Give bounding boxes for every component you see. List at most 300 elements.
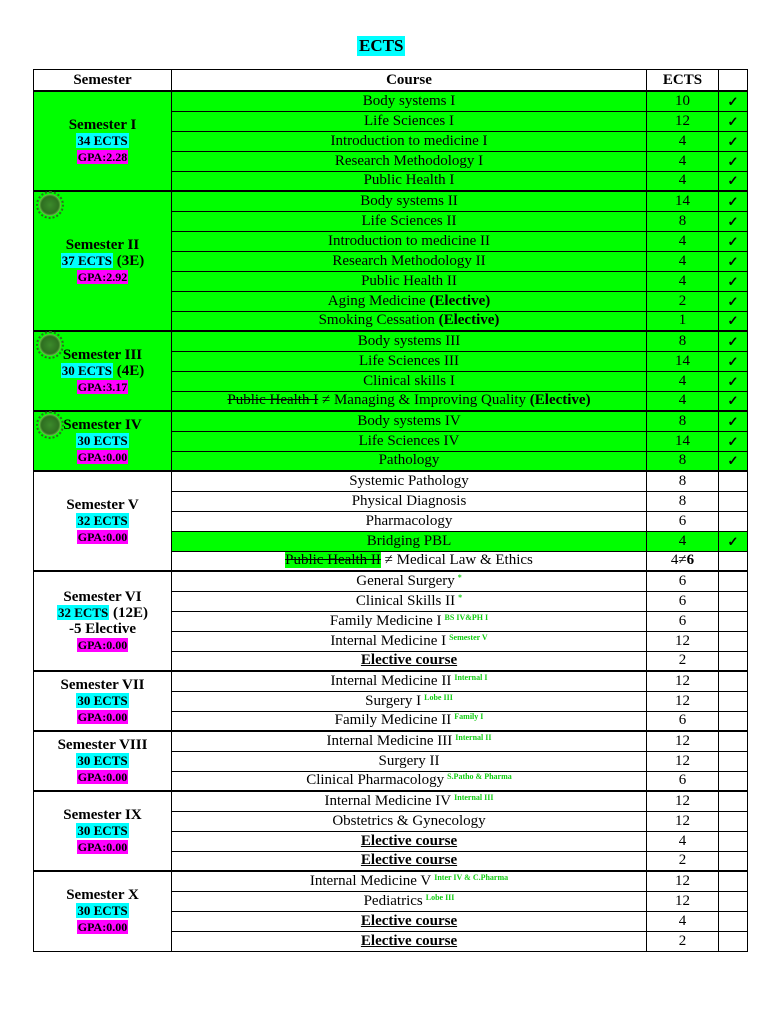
semester-cell xyxy=(34,91,172,191)
ects-value: 4≠ xyxy=(670,552,687,569)
course-name: Body systems II xyxy=(360,192,458,209)
check-cell xyxy=(719,131,748,151)
ects-cell xyxy=(647,711,719,731)
ects-cell xyxy=(647,731,719,751)
course-cell xyxy=(172,351,647,371)
course-name: General Surgery xyxy=(356,572,455,589)
course-cell xyxy=(172,271,647,291)
course-cell xyxy=(172,251,647,271)
ects-cell xyxy=(647,91,719,111)
prerequisite-note: S.Patho & Pharma xyxy=(447,772,512,782)
course-cell xyxy=(172,411,647,431)
ects-value: 12 xyxy=(675,892,690,909)
ects-value: 8 xyxy=(678,452,687,469)
semester-name: Semester X xyxy=(66,887,139,904)
virus-icon xyxy=(39,414,61,436)
semester-cell xyxy=(34,191,172,331)
course-name: Surgery II xyxy=(378,752,440,769)
prerequisite-note: Internal III xyxy=(454,792,494,802)
course-name: Pathology xyxy=(378,452,440,469)
course-cell xyxy=(172,471,647,491)
ects-cell xyxy=(647,631,719,651)
course-header: Course xyxy=(172,70,647,92)
ects-cell xyxy=(647,611,719,631)
ects-value: 12 xyxy=(675,732,690,749)
semester-cell xyxy=(34,411,172,471)
semester-header: Semester xyxy=(34,70,172,92)
ects-cell xyxy=(647,651,719,671)
semester-ects-line xyxy=(34,753,171,769)
check-icon: ✓ xyxy=(727,313,739,329)
course-cell xyxy=(172,171,647,191)
course-cell xyxy=(172,391,647,411)
elective-tag: (Elective) xyxy=(438,312,500,329)
check-cell xyxy=(719,791,748,811)
check-cell xyxy=(719,511,748,531)
course-name: Smoking Cessation xyxy=(318,312,435,329)
ects-value: 6 xyxy=(678,572,687,589)
check-icon: ✓ xyxy=(727,173,739,189)
ects-cell xyxy=(647,551,719,571)
check-icon: ✓ xyxy=(727,433,739,449)
course-name: Surgery I xyxy=(365,692,422,709)
ects-value: 6 xyxy=(678,512,687,529)
ects-cell xyxy=(647,891,719,911)
course-cell xyxy=(172,851,647,871)
course-cell xyxy=(172,111,647,131)
ects-cell xyxy=(647,851,719,871)
gpa: GPA:2.28 xyxy=(77,150,128,164)
check-icon: ✓ xyxy=(727,373,739,389)
semester-ects-line xyxy=(34,693,171,709)
check-icon: ✓ xyxy=(727,453,739,469)
gpa: GPA:0.00 xyxy=(77,450,128,464)
ects-cell xyxy=(647,211,719,231)
course-cell xyxy=(172,511,647,531)
ects-value: 2 xyxy=(678,852,687,869)
check-icon: ✓ xyxy=(727,393,739,409)
gpa: GPA:0.00 xyxy=(77,840,128,854)
semester-ects-line xyxy=(34,513,171,529)
check-cell xyxy=(719,231,748,251)
course-name: Systemic Pathology xyxy=(349,472,469,489)
course-name: Physical Diagnosis xyxy=(351,492,467,509)
ects-value: 4 xyxy=(678,152,687,169)
course-cell xyxy=(172,751,647,771)
ects-cell xyxy=(647,231,719,251)
ects-value: 6 xyxy=(678,712,687,729)
check-cell xyxy=(719,731,748,751)
semester-name: Semester III xyxy=(62,347,143,363)
course-name: Research Methodology I xyxy=(334,152,484,169)
check-icon: ✓ xyxy=(727,153,739,169)
check-cell xyxy=(719,171,748,191)
ects-value: 14 xyxy=(675,432,690,449)
semester-name: Semester V xyxy=(66,497,139,513)
ects-value: 8 xyxy=(678,472,687,489)
prerequisite-note: * xyxy=(458,592,463,602)
elective-count: (4E) xyxy=(116,363,145,379)
check-icon: ✓ xyxy=(727,413,739,429)
gpa-line xyxy=(34,269,171,285)
semester-cell xyxy=(34,471,172,571)
course-cell xyxy=(172,731,647,751)
prerequisite-note: Semester V xyxy=(449,632,488,642)
gpa: GPA:0.00 xyxy=(77,770,128,784)
virus-icon xyxy=(39,194,61,216)
check-cell xyxy=(719,331,748,351)
ects-cell xyxy=(647,291,719,311)
ects-value: 12 xyxy=(675,692,690,709)
course-cell xyxy=(172,711,647,731)
ects-total: 32 ECTS xyxy=(77,513,128,528)
ects-cell xyxy=(647,411,719,431)
course-name: Body systems IV xyxy=(357,412,461,429)
check-cell xyxy=(719,591,748,611)
check-cell xyxy=(719,531,748,551)
gpa: GPA:0.00 xyxy=(77,710,128,724)
ects-table xyxy=(33,69,748,952)
elective-course: Elective course xyxy=(360,652,458,669)
course-name: Clinical skills I xyxy=(363,372,455,389)
ects-cell xyxy=(647,191,719,211)
ects-cell xyxy=(647,451,719,471)
gpa-line xyxy=(34,149,171,165)
ects-value: 2 xyxy=(678,292,687,309)
ects-cell xyxy=(647,511,719,531)
ects-total: 32 ECTS xyxy=(58,605,109,620)
elective-count: (3E) xyxy=(116,253,145,269)
gpa-line xyxy=(34,529,171,545)
ects-cell xyxy=(647,771,719,791)
ects-cell xyxy=(647,531,719,551)
ects-value: 2 xyxy=(678,932,687,949)
check-cell xyxy=(719,651,748,671)
course-cell xyxy=(172,311,647,331)
course-cell xyxy=(172,871,647,891)
course-cell xyxy=(172,771,647,791)
check-cell xyxy=(719,911,748,931)
semester-cell xyxy=(34,331,172,411)
ects-value: 4 xyxy=(678,272,687,289)
course-cell xyxy=(172,211,647,231)
ects-cell xyxy=(647,431,719,451)
course-name: Internal Medicine V xyxy=(309,872,432,889)
table-row xyxy=(34,411,748,431)
ects-cell xyxy=(647,251,719,271)
virus-icon xyxy=(39,334,61,356)
prerequisite-note: Internal II xyxy=(455,732,492,742)
ects-cell xyxy=(647,171,719,191)
check-icon: ✓ xyxy=(727,213,739,229)
ects-cell xyxy=(647,351,719,371)
prerequisite-note: Internal I xyxy=(454,672,488,682)
semester-name: Semester IV xyxy=(63,417,142,433)
course-cell xyxy=(172,811,647,831)
course-cell xyxy=(172,231,647,251)
ects-cell xyxy=(647,691,719,711)
check-cell xyxy=(719,371,748,391)
ects-value: 10 xyxy=(675,92,690,109)
semester-cell xyxy=(34,791,172,871)
course-name: Research Methodology II xyxy=(332,252,486,269)
course-name: Body systems III xyxy=(357,332,461,349)
elective-note: -5 Elective xyxy=(68,621,137,637)
gpa: GPA:3.17 xyxy=(77,380,128,394)
gpa: GPA:0.00 xyxy=(77,638,128,652)
course-cell xyxy=(172,911,647,931)
gpa-line xyxy=(34,709,171,725)
ects-value: 4 xyxy=(678,532,687,549)
course-name: Internal Medicine III xyxy=(326,732,453,749)
ects-value: 12 xyxy=(675,812,690,829)
course-cell xyxy=(172,131,647,151)
check-cell xyxy=(719,311,748,331)
ects-cell xyxy=(647,111,719,131)
ects-cell xyxy=(647,311,719,331)
ects-cell xyxy=(647,271,719,291)
check-cell xyxy=(719,91,748,111)
course-cell xyxy=(172,431,647,451)
gpa-line xyxy=(34,769,171,785)
ects-value: 1 xyxy=(678,312,687,329)
course-name: Family Medicine II xyxy=(334,712,452,729)
table-row xyxy=(34,731,748,751)
table-row xyxy=(34,331,748,351)
course-cell xyxy=(172,91,647,111)
ects-value: 12 xyxy=(675,112,690,129)
course-name: Aging Medicine xyxy=(327,292,426,309)
course-name: Introduction to medicine II xyxy=(327,232,491,249)
prerequisite-note: Lobe III xyxy=(424,692,453,702)
gpa-line xyxy=(34,919,171,935)
table-row xyxy=(34,471,748,491)
course-name: Internal Medicine II xyxy=(330,672,452,689)
check-icon: ✓ xyxy=(727,133,739,149)
gpa: GPA:0.00 xyxy=(77,530,128,544)
course-cell xyxy=(172,551,647,571)
ects-cell xyxy=(647,811,719,831)
ects-value-new: 6 xyxy=(686,552,695,569)
ects-value: 14 xyxy=(675,352,690,369)
check-cell xyxy=(719,931,748,951)
ects-cell xyxy=(647,751,719,771)
course-name: ≠ Medical Law & Ethics xyxy=(380,552,533,569)
ects-total: 30 ECTS xyxy=(77,903,128,919)
check-cell xyxy=(719,491,748,511)
ects-value: 14 xyxy=(675,192,690,209)
struck-course: Public Health I xyxy=(227,392,319,409)
check-cell xyxy=(719,851,748,871)
ects-value: 6 xyxy=(678,612,687,629)
course-name: Life Sciences III xyxy=(359,352,459,369)
ects-value: 2 xyxy=(678,652,687,669)
gpa-line xyxy=(34,637,171,653)
check-cell xyxy=(719,611,748,631)
course-cell xyxy=(172,791,647,811)
check-cell xyxy=(719,431,748,451)
table-row xyxy=(34,91,748,111)
course-name: Pharmacology xyxy=(365,512,453,529)
course-name: Life Sciences IV xyxy=(358,432,460,449)
check-cell xyxy=(719,291,748,311)
table-row xyxy=(34,571,748,591)
check-icon: ✓ xyxy=(727,293,739,309)
course-name: Life Sciences II xyxy=(361,212,457,229)
ects-value: 12 xyxy=(675,672,690,689)
ects-cell xyxy=(647,931,719,951)
check-cell xyxy=(719,271,748,291)
ects-total: 30 ECTS xyxy=(77,823,128,838)
check-icon: ✓ xyxy=(727,273,739,289)
check-cell xyxy=(719,871,748,891)
table-row xyxy=(34,191,748,211)
elective-course: Elective course xyxy=(360,912,458,929)
check-icon: ✓ xyxy=(727,93,739,109)
ects-value: 4 xyxy=(678,912,687,929)
check-cell xyxy=(719,631,748,651)
check-cell xyxy=(719,451,748,471)
check-cell xyxy=(719,251,748,271)
ects-cell xyxy=(647,571,719,591)
ects-cell xyxy=(647,151,719,171)
semester-ects-line xyxy=(34,363,171,379)
table-row xyxy=(34,671,748,691)
elective-count: (12E) xyxy=(112,605,148,621)
course-name: Public Health I xyxy=(363,172,455,189)
semester-cell xyxy=(34,871,172,951)
ects-value: 8 xyxy=(678,492,687,509)
ects-total: 30 ECTS xyxy=(61,363,112,378)
ects-value: 12 xyxy=(675,792,690,809)
check-header xyxy=(719,70,748,92)
course-cell xyxy=(172,451,647,471)
check-cell xyxy=(719,811,748,831)
course-name: Family Medicine I xyxy=(329,612,442,629)
semester-ects-line xyxy=(34,903,171,919)
course-cell xyxy=(172,671,647,691)
ects-cell xyxy=(647,371,719,391)
check-cell xyxy=(719,191,748,211)
table-row xyxy=(34,791,748,811)
semester-cell xyxy=(34,671,172,731)
gpa-line xyxy=(34,449,171,465)
course-cell xyxy=(172,491,647,511)
ects-total: 30 ECTS xyxy=(77,753,128,768)
ects-value: 4 xyxy=(678,132,687,149)
prerequisite-note: * xyxy=(457,572,462,582)
check-icon: ✓ xyxy=(727,353,739,369)
check-cell xyxy=(719,551,748,571)
elective-tag: (Elective) xyxy=(529,392,591,409)
check-icon: ✓ xyxy=(727,113,739,129)
check-cell xyxy=(719,351,748,371)
gpa: GPA:2.92 xyxy=(77,270,128,284)
course-name: Clinical Skills II xyxy=(355,592,456,609)
course-cell xyxy=(172,591,647,611)
ects-cell xyxy=(647,871,719,891)
check-icon: ✓ xyxy=(727,533,739,549)
check-cell xyxy=(719,751,748,771)
course-cell xyxy=(172,191,647,211)
course-name: Life Sciences I xyxy=(364,112,454,129)
check-cell xyxy=(719,411,748,431)
prerequisite-note: Inter IV & C.Pharma xyxy=(434,872,509,882)
ects-value: 8 xyxy=(678,332,687,349)
gpa-line xyxy=(34,839,171,855)
ects-cell xyxy=(647,791,719,811)
course-name: Clinical Pharmacology xyxy=(306,772,445,789)
check-cell xyxy=(719,571,748,591)
ects-value: 6 xyxy=(678,772,687,789)
course-name: Body systems I xyxy=(362,92,456,109)
check-cell xyxy=(719,671,748,691)
course-cell xyxy=(172,691,647,711)
ects-total: 37 ECTS xyxy=(61,253,112,268)
semester-ects-line xyxy=(34,133,171,149)
ects-value: 8 xyxy=(678,412,687,429)
semester-name: Semester VI xyxy=(63,589,142,605)
ects-value: 6 xyxy=(678,592,687,609)
course-name: ≠ Managing & Improving Quality xyxy=(318,392,527,409)
gpa-line xyxy=(34,379,171,395)
ects-value: 8 xyxy=(678,212,687,229)
course-cell xyxy=(172,611,647,631)
ects-value: 4 xyxy=(678,392,687,409)
elective-tag: (Elective) xyxy=(429,292,491,309)
ects-value: 4 xyxy=(678,172,687,189)
semester-name: Semester IX xyxy=(63,807,142,823)
check-cell xyxy=(719,151,748,171)
check-icon: ✓ xyxy=(727,333,739,349)
check-cell xyxy=(719,771,748,791)
ects-cell xyxy=(647,831,719,851)
check-cell xyxy=(719,471,748,491)
check-icon: ✓ xyxy=(727,193,739,209)
ects-value: 4 xyxy=(678,252,687,269)
elective-course: Elective course xyxy=(360,832,458,849)
semester-name: Semester VII xyxy=(60,677,145,693)
ects-cell xyxy=(647,331,719,351)
course-name: Pediatrics xyxy=(363,892,423,909)
check-icon: ✓ xyxy=(727,233,739,249)
ects-value: 4 xyxy=(678,832,687,849)
prerequisite-note: Lobe III xyxy=(425,892,455,902)
ects-cell xyxy=(647,591,719,611)
course-cell xyxy=(172,151,647,171)
prerequisite-note: BS IV&PH I xyxy=(444,612,489,622)
semester-name: Semester VIII xyxy=(57,737,148,753)
semester-ects-line xyxy=(34,253,171,269)
course-cell xyxy=(172,931,647,951)
ects-value: 12 xyxy=(675,632,690,649)
ects-cell xyxy=(647,471,719,491)
course-cell xyxy=(172,831,647,851)
semester-ects-line xyxy=(34,605,171,621)
check-cell xyxy=(719,891,748,911)
course-cell xyxy=(172,531,647,551)
check-icon: ✓ xyxy=(727,253,739,269)
ects-value: 4 xyxy=(678,372,687,389)
struck-course: Public Health II xyxy=(285,552,381,569)
check-cell xyxy=(719,831,748,851)
ects-cell xyxy=(647,671,719,691)
course-cell xyxy=(172,291,647,311)
elective-course: Elective course xyxy=(360,852,458,869)
check-cell xyxy=(719,691,748,711)
semester-cell xyxy=(34,731,172,791)
semester-name: Semester II xyxy=(65,237,140,253)
